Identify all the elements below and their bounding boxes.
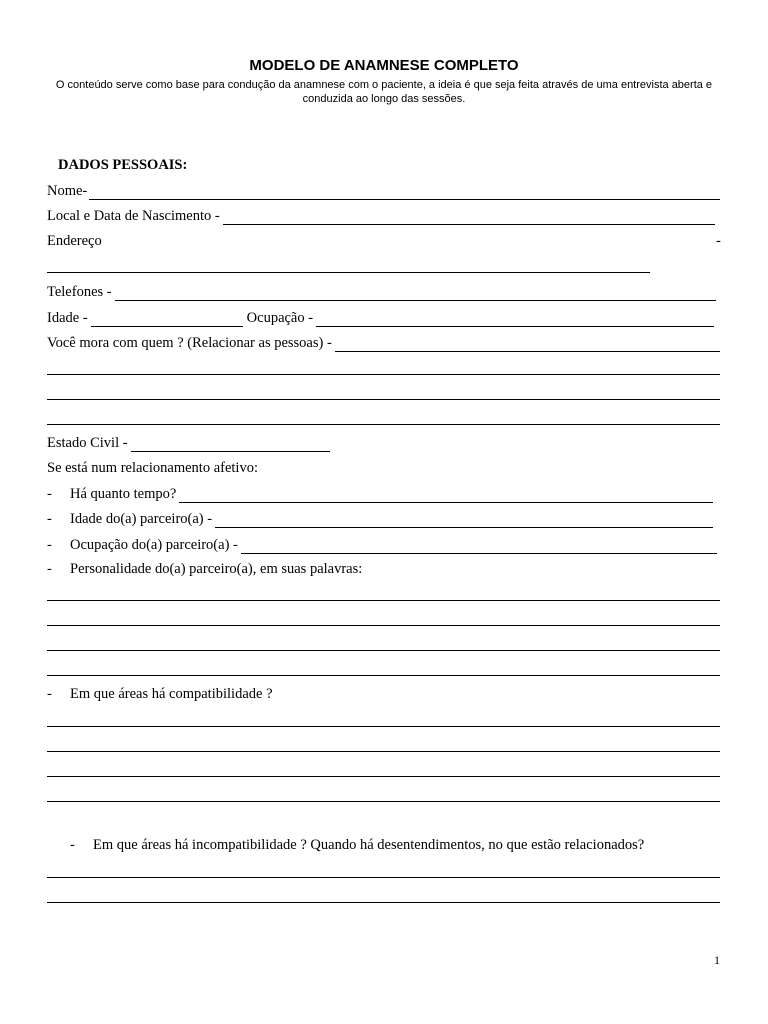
nascimento-field[interactable] xyxy=(223,211,715,225)
nascimento-label: Local e Data de Nascimento - xyxy=(47,208,220,224)
tempo-row xyxy=(47,485,713,503)
relacionamento-label: Se está num relacionamento afetivo: xyxy=(47,460,258,476)
nascimento-row xyxy=(47,207,715,225)
compatibilidade-label: Em que áreas há compatibilidade ? xyxy=(70,686,273,702)
idade-parceiro-field[interactable] xyxy=(215,514,713,528)
compatibilidade-line-2[interactable] xyxy=(47,751,720,752)
mora-com-quem-field[interactable] xyxy=(335,338,720,352)
idade-parceiro-dash: - xyxy=(47,511,52,527)
incompatibilidade-line-1[interactable] xyxy=(47,877,720,878)
personalidade-row xyxy=(47,561,362,578)
nome-row xyxy=(47,182,720,200)
compatibilidade-row xyxy=(47,686,273,703)
ocupacao-field[interactable] xyxy=(316,313,714,327)
compatibilidade-dash: - xyxy=(47,686,52,702)
endereco-dash: - xyxy=(716,233,721,249)
tempo-field[interactable] xyxy=(179,489,713,503)
mora-com-quem-line-2[interactable] xyxy=(47,399,720,400)
incompatibilidade-dash: - xyxy=(70,837,75,853)
nome-label: Nome- xyxy=(47,183,88,199)
personalidade-line-3[interactable] xyxy=(47,650,720,651)
compatibilidade-line-4[interactable] xyxy=(47,801,720,802)
ocupacao-parceiro-row xyxy=(47,536,717,554)
section-title: DADOS PESSOAIS: xyxy=(58,157,188,173)
telefones-label: Telefones - xyxy=(47,284,112,300)
telefones-row xyxy=(47,283,716,301)
incompatibilidade-line-2[interactable] xyxy=(47,902,720,903)
ocupacao-parceiro-dash: - xyxy=(47,537,52,553)
personalidade-line-1[interactable] xyxy=(47,600,720,601)
telefones-field[interactable] xyxy=(115,287,716,301)
personalidade-label: Personalidade do(a) parceiro(a), em suas palavras: xyxy=(70,561,363,577)
mora-com-quem-row xyxy=(47,334,720,352)
compatibilidade-line-3[interactable] xyxy=(47,776,720,777)
idade-parceiro-label: Idade do(a) parceiro(a) - xyxy=(70,511,213,527)
ocupacao-parceiro-field[interactable] xyxy=(241,540,717,554)
document-title: MODELO DE ANAMNESE COMPLETO xyxy=(249,57,519,74)
page-number: 1 xyxy=(714,953,720,967)
tempo-dash: - xyxy=(47,486,52,502)
idade-label: Idade - xyxy=(47,310,88,326)
estado-civil-field[interactable] xyxy=(131,438,330,452)
estado-civil-label: Estado Civil - xyxy=(47,435,128,451)
endereco-field[interactable] xyxy=(47,272,650,273)
ocupacao-label: Ocupação - xyxy=(246,310,314,326)
endereco-label: Endereço xyxy=(47,233,102,249)
ocupacao-parceiro-label: Ocupação do(a) parceiro(a) - xyxy=(70,537,238,553)
idade-field[interactable] xyxy=(91,313,243,327)
personalidade-dash: - xyxy=(47,561,52,577)
mora-com-quem-line-1[interactable] xyxy=(47,374,720,375)
idade-ocupacao-row xyxy=(47,309,714,327)
tempo-label: Há quanto tempo? xyxy=(70,486,177,502)
mora-com-quem-label: Você mora com quem ? (Relacionar as pessoas) - xyxy=(47,335,332,351)
nome-field[interactable] xyxy=(89,186,720,200)
document-subtitle: O conteúdo serve como base para condução da anamnese com o paciente, a ideia é que seja feita através de uma entrevista aberta e conduzida ao longo das sessões. xyxy=(55,79,713,105)
estado-civil-row xyxy=(47,434,330,452)
compatibilidade-line-1[interactable] xyxy=(47,726,720,727)
incompatibilidade-row xyxy=(70,837,644,854)
mora-com-quem-line-3[interactable] xyxy=(47,424,720,425)
personalidade-line-4[interactable] xyxy=(47,675,720,676)
personalidade-line-2[interactable] xyxy=(47,625,720,626)
incompatibilidade-label: Em que áreas há incompatibilidade ? Quando há desentendimentos, no que estão relacionados? xyxy=(93,837,645,853)
idade-parceiro-row xyxy=(47,510,713,528)
